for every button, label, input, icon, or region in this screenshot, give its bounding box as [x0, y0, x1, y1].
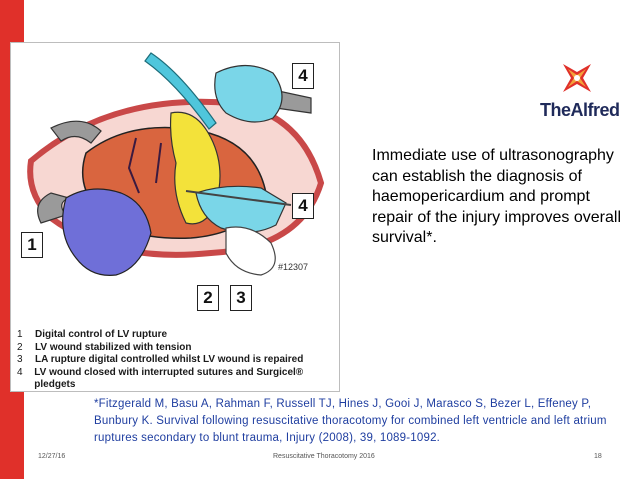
slide-body-text: Immediate use of ultrasonography can establish the diagnosis of haemopericardium and prompt repair of the injury improves overall survival*. [372, 147, 621, 246]
legend-number: 4 [17, 366, 23, 378]
legend-item [17, 354, 335, 367]
callout-4-lower: 4 [292, 193, 314, 219]
legend-text: Digital control of LV rupture [35, 329, 168, 340]
callout-3: 3 [230, 285, 252, 311]
surgical-illustration [10, 42, 340, 392]
footer-page-number: 18 [594, 453, 602, 460]
legend-text: LA rupture digital controlled whilst LV wound is repaired [35, 354, 304, 365]
callout-4-upper: 4 [292, 63, 314, 89]
footer-title: Resuscitative Thoracotomy 2016 [273, 453, 375, 460]
legend-number: 2 [17, 341, 23, 353]
footer-date: 12/27/16 [38, 453, 66, 460]
legend-item [17, 367, 335, 392]
callout-2: 2 [197, 285, 219, 311]
alfred-logo-text: TheAlfred [540, 100, 620, 120]
figure-legend [17, 329, 335, 392]
citation: *Fitzgerald M, Basu A, Rahman F, Russell TJ, Hines J, Gooi J, Marasco S, Bezer L, Effeney P, Bunbury K. Survival following resuscitative thoracotomy for combined left ventricle and left atrium ruptures secondary to blunt trauma, Injury (2008), 39, 1089-1092. [94, 398, 607, 444]
legend-text: LV wound closed with interrupted sutures and Surgicel® pledgets [34, 366, 304, 390]
legend-text: LV wound stabilized with tension [35, 341, 192, 353]
legend-item [17, 329, 335, 342]
legend-number: 3 [17, 354, 23, 365]
callout-1: 1 [21, 232, 43, 258]
figure-code: #12307 [278, 262, 309, 272]
legend-number: 1 [17, 329, 23, 340]
legend-item [17, 342, 335, 355]
